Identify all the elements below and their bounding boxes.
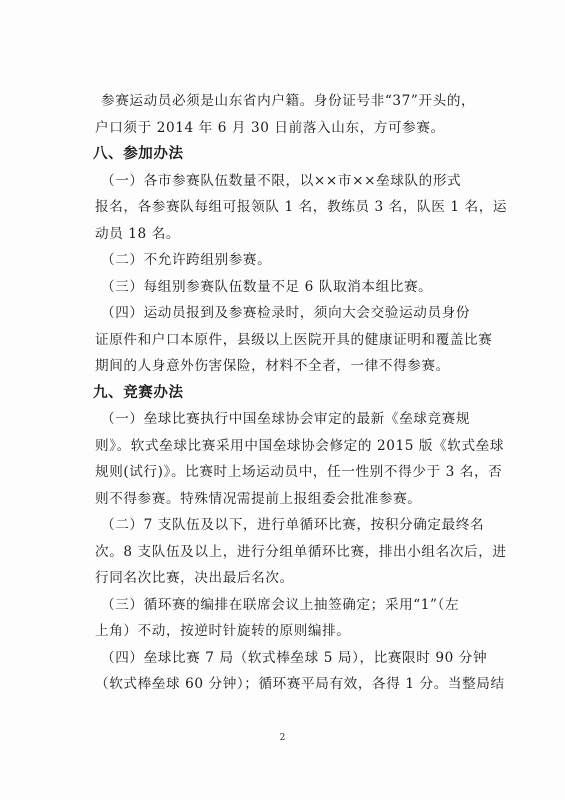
paragraph-line: 期间的人身意外伤害保险，材料不全者，一律不得参赛。 [95, 358, 450, 374]
page-number: 2 [279, 733, 286, 743]
paragraph-line: 证原件和户口本原件，县级以上医院开具的健康证明和覆盖比赛 [95, 331, 493, 348]
paragraph-line: （软式棒垒球 60 分钟）；循环赛平局有效，各得 1 分。当整局结 [95, 676, 505, 692]
paragraph-line: （二）不允许跨组别参赛。 [101, 252, 272, 268]
paragraph-line: 上角）不动，按逆时针旋转的原则编排。 [95, 623, 351, 639]
paragraph-line: （一）各市参赛队伍数量不限，以××市××垒球队的形式 [101, 172, 462, 189]
paragraph-line: 行同名次比赛，决出最后名次。 [95, 570, 294, 586]
paragraph-line: 则》。软式垒球比赛采用中国垒球协会修定的 2015 版《软式垒球 [95, 437, 505, 454]
paragraph-line: （四）垒球比赛 7 局（软式棒垒球 5 局），比赛限时 90 分钟 [101, 649, 488, 666]
paragraph-line: 动员 18 名。 [95, 225, 181, 242]
paragraph-line: （三）每组别参赛队伍数量不足 6 队取消本组比赛。 [101, 278, 433, 295]
section-heading: 八、参加办法 [93, 146, 184, 162]
paragraph-line: 则不得参赛。特殊情况需提前上报组委会批准参赛。 [95, 490, 422, 507]
paragraph-line: 户口须于 2014 年 6 月 30 日前落入山东，方可参赛。 [95, 119, 445, 136]
paragraph-line: （四）运动员报到及参赛检录时，须向大会交验运动员身份 [101, 305, 471, 321]
paragraph-line: 次。8 支队伍及以上，进行分组单循环比赛，排出小组名次后，进 [95, 543, 507, 560]
paragraph-line: （一）垒球比赛执行中国垒球协会审定的最新《垒球竞赛规 [101, 411, 471, 427]
paragraph-line: 参赛运动员必须是山东省内户籍。身份证号非“37”开头的， [101, 93, 476, 109]
paragraph-line: 规则(试行)》。比赛时上场运动员中，任一性别不得少于 3 名，否 [95, 464, 503, 480]
document-body [93, 88, 508, 698]
paragraph-line: （二）7 支队伍及以下，进行单循环比赛，按积分确定最终名 [101, 517, 485, 533]
section-heading: 九、竞赛办法 [93, 384, 184, 401]
paragraph-line: 报名，各参赛队每组可报领队 1 名，教练员 3 名，队医 1 名，运 [95, 199, 508, 215]
paragraph-line: （三）循环赛的编排在联席会议上抽签确定；采用“1”（左 [101, 596, 460, 613]
